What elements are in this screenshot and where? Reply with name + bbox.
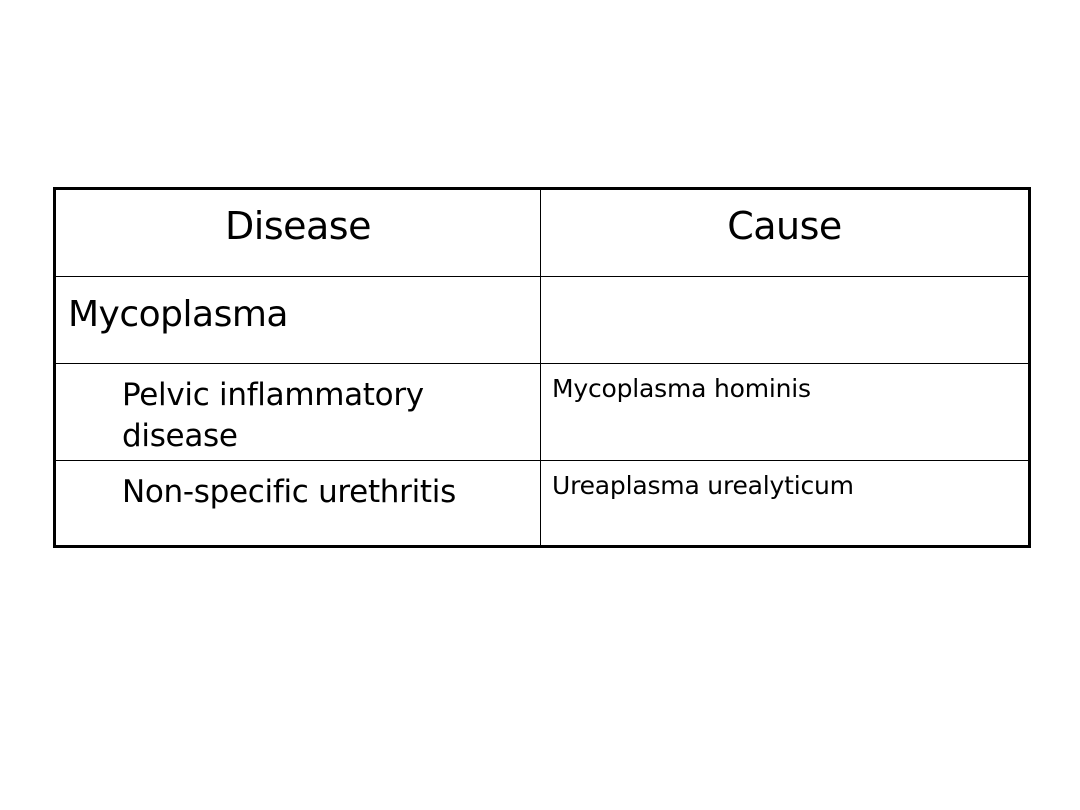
disease-cell-pid (55, 364, 541, 461)
group-cause-empty (541, 277, 1030, 364)
disease-text-line: Non-specific urethritis (122, 474, 456, 510)
header-disease: Disease (55, 189, 541, 277)
disease-text-line: disease (122, 418, 238, 454)
disease-cell-nsu (55, 461, 541, 547)
header-cause: Cause (541, 189, 1030, 277)
table-row (55, 364, 1030, 461)
disease-text-line: Pelvic inflammatory (122, 377, 424, 413)
group-label-mycoplasma: Mycoplasma (55, 277, 541, 364)
table-row (55, 461, 1030, 547)
table-row (55, 277, 1030, 364)
cause-cell-pid: Mycoplasma hominis (541, 364, 1030, 461)
table-header-row (55, 189, 1030, 277)
cause-cell-nsu: Ureaplasma urealyticum (541, 461, 1030, 547)
disease-cause-table (53, 187, 1031, 548)
